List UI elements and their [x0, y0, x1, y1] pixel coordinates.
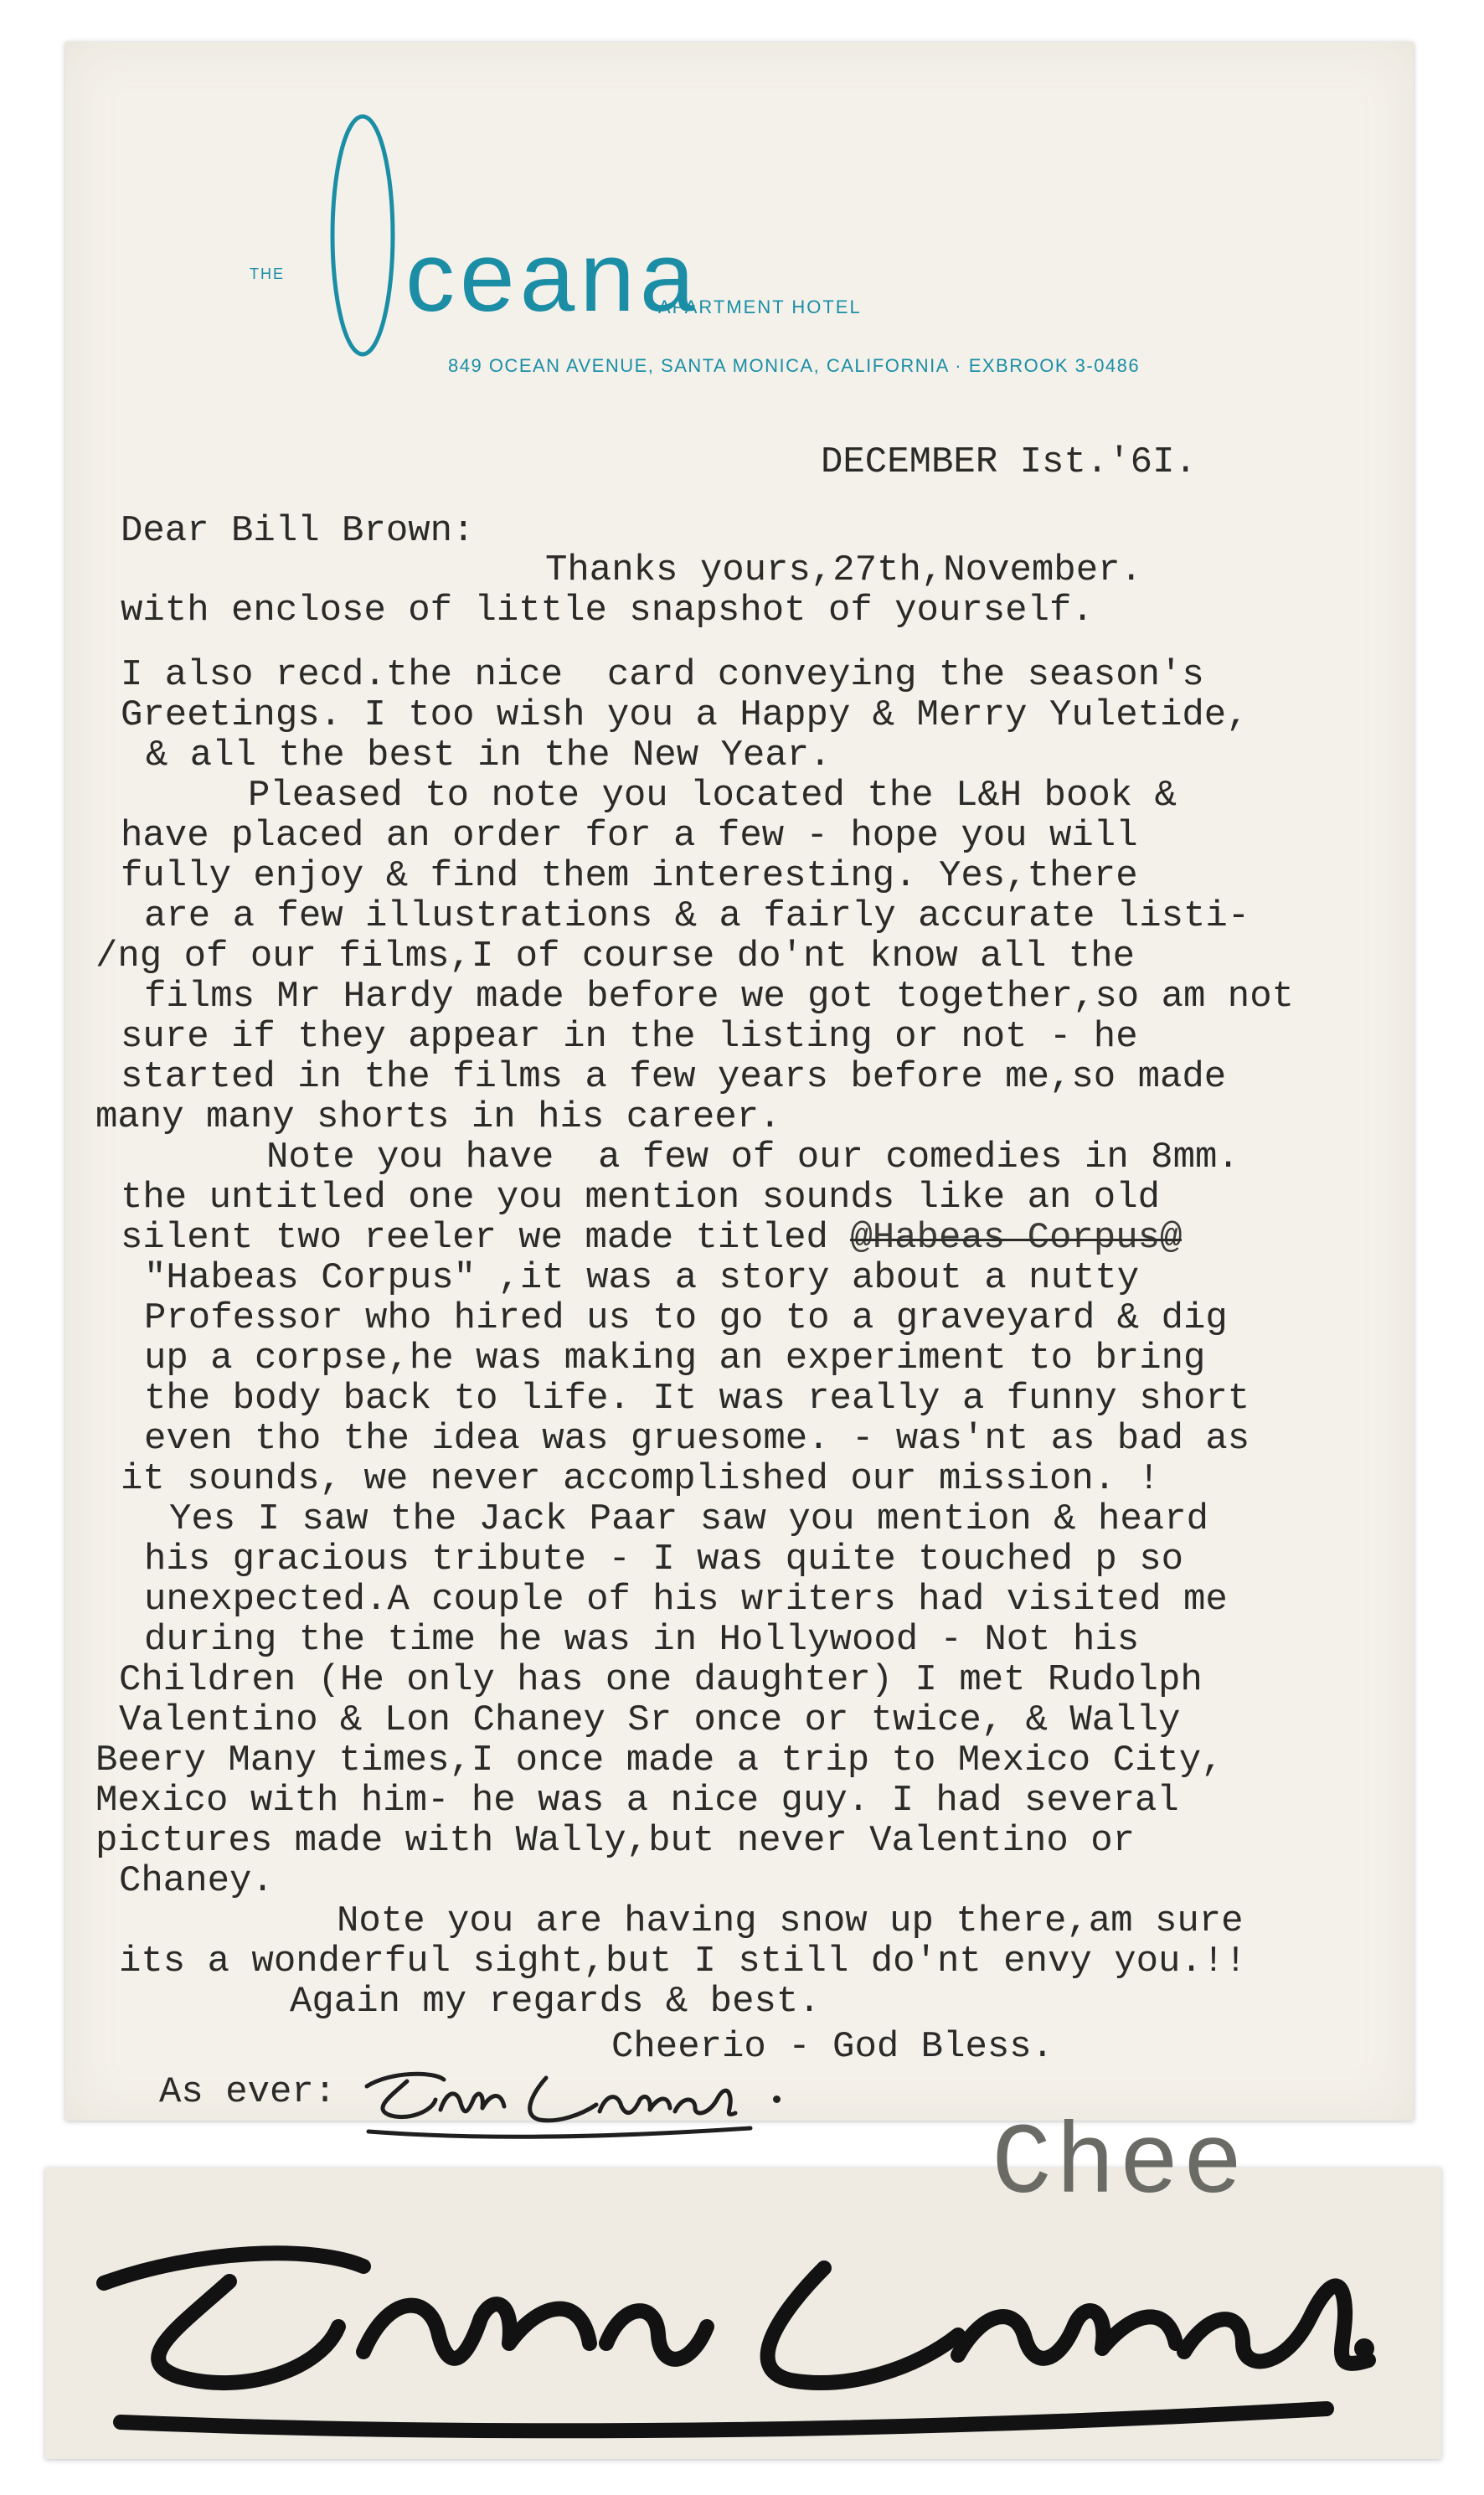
letter-line: Note you are having snow up there,am sure	[337, 1900, 1244, 1942]
letterhead-address: 849 OCEAN AVENUE, SANTA MONICA, CALIFORNIA · EXBROOK 3-0486	[448, 355, 1141, 376]
signature-detail-strip	[45, 2109, 1441, 2459]
letter-line: Thanks yours,27th,November.	[545, 549, 1142, 591]
letter-line: have placed an order for a few - hope you will	[121, 815, 1138, 857]
letter-line: sure if they appear in the listing or not - he	[121, 1016, 1138, 1058]
letter-line: Valentino & Lon Chaney Sr once or twice, & Wally	[119, 1699, 1181, 1741]
letter-line: fully enjoy & find them interesting. Yes,there	[121, 855, 1138, 897]
closing: As ever:	[159, 2071, 337, 2113]
letter-line: its a wonderful sight,but I still do'nt envy you.!!	[119, 1941, 1247, 1982]
letterhead-subtitle: APARTMENT HOTEL	[658, 296, 862, 317]
signature-closeup	[70, 2201, 1394, 2452]
letter-line: it sounds, we never accomplished our mission. !	[121, 1458, 1161, 1500]
letter-line: Again my regards & best.	[290, 1981, 821, 2023]
letter-line: even tho the idea was gruesome. - was'nt as bad as	[144, 1418, 1250, 1460]
letter-line: the untitled one you mention sounds like an old	[121, 1177, 1161, 1219]
letter-line: the body back to life. It was really a funny short	[144, 1378, 1250, 1420]
letter-line: Note you have a few of our comedies in 8mm.	[266, 1137, 1239, 1178]
letter-line: are a few illustrations & a fairly accurate listi-	[144, 895, 1250, 937]
letter-line: Pleased to note you located the L&H book &	[248, 775, 1177, 817]
partial-typed-text: Chee	[992, 2109, 1247, 2223]
letter-line: films Mr Hardy made before we got together,so am not	[144, 976, 1295, 1018]
letter-line: many many shorts in his career.	[95, 1096, 781, 1138]
letter-line: pictures made with Wally,but never Valentino or	[95, 1820, 1136, 1862]
letter-date: DECEMBER Ist.'6I.	[821, 441, 1197, 483]
letter-line: Cheerio - God Bless.	[611, 2026, 1054, 2068]
letter-line-text: silent two reeler we made titled	[121, 1217, 851, 1259]
letterhead-the: THE	[250, 265, 285, 282]
letter-line: during the time he was in Hollywood - Not his	[144, 1619, 1140, 1661]
letterhead	[65, 42, 1414, 427]
letterhead-hotel-name: ceana	[405, 222, 700, 332]
letter-line: Beery Many times,I once made a trip to Mexico City,	[95, 1740, 1224, 1781]
signature-stan-laurel	[357, 2056, 775, 2148]
letter-line: started in the films a few years before me,so made	[121, 1056, 1227, 1098]
letter-line: up a corpse,he was making an experiment to bring	[144, 1338, 1206, 1379]
letter-line: unexpected.A couple of his writers had visited me	[144, 1579, 1228, 1621]
letter-line: with enclose of little snapshot of yourself.	[121, 590, 1094, 631]
letter-line: Greetings. I too wish you a Happy & Merry Yuletide,	[121, 694, 1249, 736]
letter-line: Children (He only has one daughter) I met Rudolph	[119, 1659, 1203, 1701]
letter-line: his gracious tribute - I was quite touched p so	[144, 1539, 1184, 1580]
letter-line: & all the best in the New Year.	[146, 735, 832, 776]
letter-salutation: Dear Bill Brown:	[121, 510, 475, 552]
letter-line: Mexico with him- he was a nice guy. I had several	[95, 1780, 1179, 1822]
letter-line: "Habeas Corpus" ,it was a story about a nutty	[144, 1257, 1140, 1299]
letter-line: Yes I saw the Jack Paar saw you mention & heard	[169, 1498, 1209, 1540]
letter-line: Chaney.	[119, 1860, 274, 1902]
signature-period	[773, 2095, 781, 2103]
oceana-o-logo	[312, 106, 413, 365]
letter-line: /ng of our films,I of course do'nt know all the	[95, 936, 1136, 977]
letter-line: I also recd.the nice card conveying the season's	[121, 654, 1204, 696]
letter-line: Professor who hired us to go to a graveyard & dig	[144, 1297, 1228, 1339]
letter-line	[121, 1218, 1182, 1258]
letter-page	[65, 42, 1414, 2121]
struck-through-text: @Habeas Corpus@	[850, 1217, 1183, 1259]
